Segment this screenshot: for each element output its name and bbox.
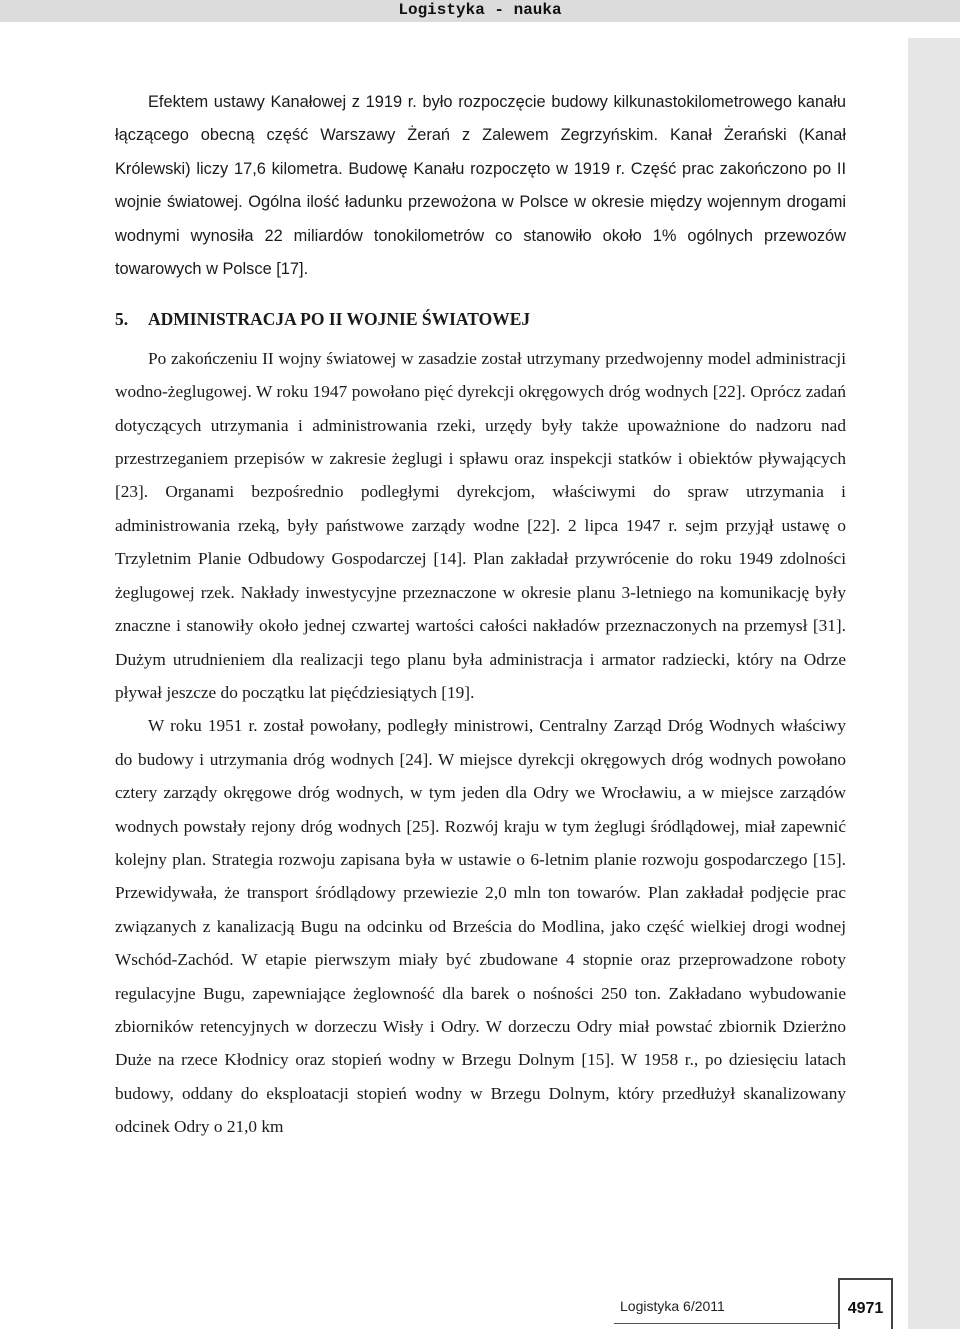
header-title: Logistyka - nauka <box>398 1 562 19</box>
section-number: 5. <box>115 309 129 330</box>
right-margin-strip <box>908 38 960 1329</box>
page-number-box <box>838 1278 893 1329</box>
page-number: 4971 <box>847 1300 884 1317</box>
footer-journal: Logistyka 6/2011 <box>620 1298 725 1314</box>
paragraph-administration: Po zakończeniu II wojny światowej w zasadzie został utrzymany przedwojenny model administracji wodno-żeglugowej. W roku 1947 powołano pięć dyrekcji okręgowych dróg wodnych [22]. Oprócz zadań dotyczących utrzymania i administrowania rzeki, urzędy były także upoważnione do nadzoru nad przestrzeganiem przepisów w zakresie żeglugi i spławu oraz inspekcji statków i obiektów pływających [23]. Organami bezpośrednio podległymi dyrekcjom, właściwymi do spraw utrzymania i administrowania rzeką, były państwowe zarządy wodne [22]. 2 lipca 1947 r. sejm przyjął ustawę o Trzyletnim Planie Odbudowy Gospodarczej [14]. Plan zakładał przywrócenie do roku 1949 zdolności żeglugowej rzek. Nakłady inwestycyjne przeznaczone w okresie planu 3-letniego na komunikację były znaczne i stanowiły około jednej czwartej wartości całości nakładów przeznaczonych na przemysł [31]. Dużym utrudnieniem dla realizacji tego planu była administracja i armator radziecki, który na Odrze pływał jeszcze do początku lat pięćdziesiątych [19]. <box>115 348 846 702</box>
article-body <box>115 86 846 1144</box>
running-header <box>0 0 960 22</box>
paragraph-intro: Efektem ustawy Kanałowej z 1919 r. było rozpoczęcie budowy kilkunastokilometrowego kanału łączącego obecną część Warszawy Żerań z Zalewem Zegrzyńskim. Kanał Żerański (Kanał Królewski) liczy 17,6 kilometra. Budowę Kanału rozpoczęto w 1919 r. Część prac zakończono po II wojnie światowej. Ogólna ilość ładunku przewożona w Polsce w okresie między wojennym drogami wodnymi wynosiła 22 miliardów tonokilometrów co stanowiło około 1% ogólnych przewozów towarowych w Polsce [17]. <box>115 93 846 279</box>
section-title: ADMINISTRACJA PO II WOJNIE ŚWIATOWEJ <box>148 309 531 330</box>
section-heading <box>115 303 846 336</box>
paragraph-1951: W roku 1951 r. został powołany, podległy ministrowi, Centralny Zarząd Dróg Wodnych właściwy do budowy i utrzymania dróg wodnych [24]. W miejsce dyrekcji okręgowych dróg wodnych powołano cztery zarządy okręgowe dróg wodnych, w tym jeden dla Odry we Wrocławiu, a w miejsce zarządów wodnych powstały rejony dróg wodnych [25]. Rozwój kraju w tym żeglugi śródlądowej, miał zapewnić kolejny plan. Strategia rozwoju zapisana była w ustawie o 6-letnim planie rozwoju gospodarczego [15]. Przewidywała, że transport śródlądowy przewiezie 2,0 mln ton towarów. Plan zakładał podjęcie prac związanych z kanalizacją Bugu na odcinku od Brześcia do Modlina, jako część wielkiej drogi wodnej Wschód-Zachód. W etapie pierwszym miały być zbudowane 4 stopnie oraz przeprowadzone roboty regulacyjne Bugu, zapewniające żeglowność dla barek o nośności 250 ton. Zakładano wybudowanie zbiorników retencyjnych w dorzeczu Wisły i Odry. W dorzeczu Odry miał powstać zbiornik Dzierżno Duże na rzece Kłodnicy oraz stopień wodny w Brzegu Dolnym [15]. W 1958 r., po dziesięciu latach budowy, oddany do eksploatacji stopień wodny w Brzegu Dolnym, który przedłużył skanalizowany odcinek Odry o 21,0 km <box>115 716 846 1137</box>
footer-rule <box>614 1323 840 1324</box>
